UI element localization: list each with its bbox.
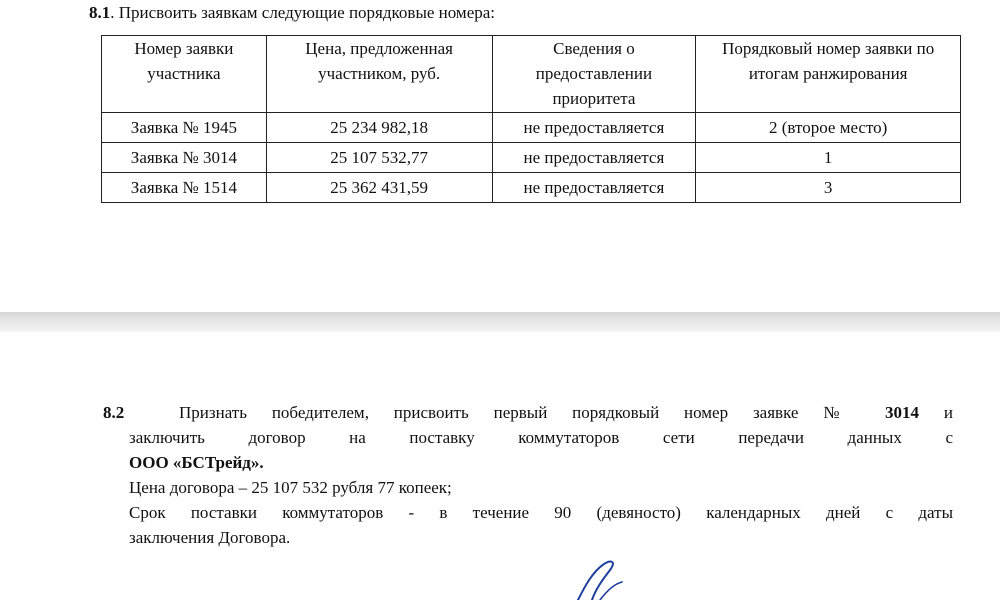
contract-price: Цена договора – 25 107 532 рубля 77 копеек; — [129, 478, 452, 497]
section-8-2-line-1-text: Признать победителем, присвоить первый порядковый номер заявке № — [179, 403, 861, 422]
header-application-number: Номер заявки участника — [102, 36, 267, 113]
header-ranking-number: Порядковый номер заявки по итогам ранжирования — [696, 36, 961, 113]
cell-ranking: 3 — [696, 173, 961, 203]
section-8-2-number: 8.2 — [103, 403, 125, 422]
section-8-1-number: 8.1 — [89, 3, 111, 22]
page-separator — [0, 312, 1000, 332]
table-header-row — [102, 36, 961, 113]
table-row — [102, 143, 961, 173]
signature-icon — [570, 558, 650, 600]
cell-price: 25 362 431,59 — [266, 173, 492, 203]
section-8-1-heading — [89, 3, 495, 23]
document-page-bottom — [0, 332, 1000, 600]
cell-application-number: Заявка № 1945 — [102, 113, 267, 143]
ranking-table — [101, 35, 961, 203]
cell-application-number: Заявка № 3014 — [102, 143, 267, 173]
cell-ranking: 1 — [696, 143, 961, 173]
delivery-term-line-1: Срок поставки коммутаторов - в течение 90 (девяносто) календарных дней с даты — [129, 503, 953, 522]
header-priority-info: Сведения о предоставлении приоритета — [492, 36, 696, 113]
cell-priority: не предоставляется — [492, 173, 696, 203]
cell-price: 25 107 532,77 — [266, 143, 492, 173]
cell-priority: не предоставляется — [492, 143, 696, 173]
delivery-term-line-2: заключения Договора. — [129, 528, 291, 547]
table-row — [102, 113, 961, 143]
section-8-2-line-1 — [129, 400, 953, 425]
winner-name: ООО «БСТрейд». — [129, 453, 264, 472]
section-8-2-paragraph — [103, 400, 953, 550]
section-8-1-text: . Присвоить заявкам следующие порядковые номера: — [110, 3, 496, 22]
header-offered-price: Цена, предложенная участником, руб. — [266, 36, 492, 113]
cell-ranking: 2 (второе место) — [696, 113, 961, 143]
section-8-2-line-1-end: и — [943, 403, 954, 422]
cell-price: 25 234 982,18 — [266, 113, 492, 143]
table-row — [102, 173, 961, 203]
cell-application-number: Заявка № 1514 — [102, 173, 267, 203]
cell-priority: не предоставляется — [492, 113, 696, 143]
section-8-2-line-2: заключить договор на поставку коммутаторов сети передачи данных с — [129, 428, 953, 447]
winning-application-number: 3014 — [885, 403, 920, 422]
